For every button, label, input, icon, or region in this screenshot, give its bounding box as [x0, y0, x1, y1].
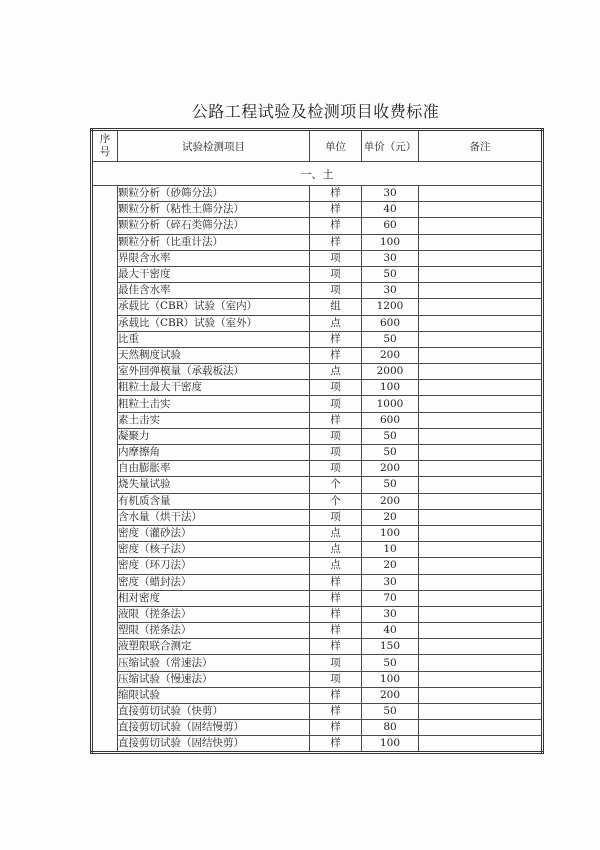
item-cell: 密度（环刀法）	[118, 558, 310, 574]
table-row	[92, 347, 543, 363]
note-cell	[419, 639, 543, 655]
table-row	[92, 315, 543, 331]
table-row	[92, 266, 543, 282]
price-cell: 600	[362, 412, 419, 428]
note-cell	[419, 347, 543, 363]
table-row	[92, 704, 543, 720]
table-row	[92, 493, 543, 509]
price-cell: 10	[362, 542, 419, 558]
table-row	[92, 234, 543, 250]
price-cell: 100	[362, 234, 419, 250]
header-index	[92, 130, 118, 162]
table-row	[92, 525, 543, 541]
price-cell: 2000	[362, 364, 419, 380]
price-cell: 30	[362, 606, 419, 622]
item-cell: 液塑限联合测定	[118, 639, 310, 655]
price-cell: 80	[362, 720, 419, 736]
unit-cell: 项	[310, 509, 362, 525]
unit-cell: 项	[310, 380, 362, 396]
note-cell	[419, 671, 543, 687]
item-cell: 烧失量试验	[118, 477, 310, 493]
unit-cell: 样	[310, 639, 362, 655]
unit-cell: 样	[310, 704, 362, 720]
table-row	[92, 542, 543, 558]
price-cell: 200	[362, 687, 419, 703]
note-cell	[419, 606, 543, 622]
item-cell: 密度（核子法）	[118, 542, 310, 558]
table-row	[92, 396, 543, 412]
note-cell	[419, 315, 543, 331]
price-cell: 100	[362, 525, 419, 541]
item-cell: 最大干密度	[118, 266, 310, 282]
unit-cell: 项	[310, 396, 362, 412]
header-item: 试验检测项目	[118, 130, 310, 162]
table-row	[92, 364, 543, 380]
table-row	[92, 380, 543, 396]
note-cell	[419, 218, 543, 234]
item-cell: 颗粒分析（比重计法）	[118, 234, 310, 250]
note-cell	[419, 266, 543, 282]
table-row	[92, 687, 543, 703]
item-cell: 直接剪切试验（固结慢剪）	[118, 720, 310, 736]
item-cell: 室外回弹模量（承载板法）	[118, 364, 310, 380]
table-row	[92, 574, 543, 590]
table-row	[92, 639, 543, 655]
note-cell	[419, 396, 543, 412]
price-cell: 70	[362, 590, 419, 606]
price-cell: 50	[362, 266, 419, 282]
item-cell: 颗粒分析（砂筛分法）	[118, 186, 310, 202]
table-row	[92, 299, 543, 315]
price-cell: 200	[362, 347, 419, 363]
item-cell: 含水量（烘干法）	[118, 509, 310, 525]
header-note: 备注	[419, 130, 543, 162]
unit-cell: 点	[310, 542, 362, 558]
price-cell: 100	[362, 736, 419, 753]
table-row	[92, 461, 543, 477]
unit-cell: 项	[310, 283, 362, 299]
price-cell: 20	[362, 558, 419, 574]
item-cell: 缩限试验	[118, 687, 310, 703]
header-price: 单价（元）	[362, 130, 419, 162]
unit-cell: 样	[310, 186, 362, 202]
price-cell: 50	[362, 428, 419, 444]
unit-cell: 点	[310, 364, 362, 380]
price-cell: 50	[362, 477, 419, 493]
item-cell: 直接剪切试验（固结快剪）	[118, 736, 310, 753]
price-cell: 1200	[362, 299, 419, 315]
price-cell: 20	[362, 509, 419, 525]
unit-cell: 项	[310, 445, 362, 461]
header-unit: 单位	[310, 130, 362, 162]
unit-cell: 项	[310, 266, 362, 282]
item-cell: 内摩擦角	[118, 445, 310, 461]
unit-cell: 个	[310, 493, 362, 509]
item-cell: 压缩试验（慢速法）	[118, 671, 310, 687]
note-cell	[419, 202, 543, 218]
table-row	[92, 655, 543, 671]
price-cell: 600	[362, 315, 419, 331]
item-cell: 自由膨胀率	[118, 461, 310, 477]
table-row	[92, 606, 543, 622]
price-cell: 40	[362, 202, 419, 218]
section-row	[92, 162, 543, 186]
unit-cell: 项	[310, 461, 362, 477]
table-row	[92, 671, 543, 687]
unit-cell: 样	[310, 202, 362, 218]
note-cell	[419, 687, 543, 703]
unit-cell: 点	[310, 525, 362, 541]
unit-cell: 个	[310, 477, 362, 493]
item-cell: 塑限（搓条法）	[118, 623, 310, 639]
price-cell: 200	[362, 493, 419, 509]
unit-cell: 组	[310, 299, 362, 315]
item-cell: 承载比（CBR）试验（室内）	[118, 299, 310, 315]
price-cell: 40	[362, 623, 419, 639]
note-cell	[419, 590, 543, 606]
note-cell	[419, 720, 543, 736]
note-cell	[419, 380, 543, 396]
table-row	[92, 558, 543, 574]
table-row	[92, 202, 543, 218]
unit-cell: 样	[310, 606, 362, 622]
price-cell: 100	[362, 671, 419, 687]
table-row	[92, 428, 543, 444]
note-cell	[419, 412, 543, 428]
item-cell: 粗粒土最大干密度	[118, 380, 310, 396]
table-body	[92, 162, 543, 753]
item-cell: 最佳含水率	[118, 283, 310, 299]
item-cell: 界限含水率	[118, 250, 310, 266]
note-cell	[419, 704, 543, 720]
unit-cell: 样	[310, 720, 362, 736]
unit-cell: 点	[310, 315, 362, 331]
fee-schedule-table	[90, 128, 544, 754]
table-row	[92, 736, 543, 753]
note-cell	[419, 736, 543, 753]
note-cell	[419, 283, 543, 299]
unit-cell: 项	[310, 250, 362, 266]
unit-cell: 样	[310, 347, 362, 363]
unit-cell: 样	[310, 412, 362, 428]
note-cell	[419, 623, 543, 639]
table-row	[92, 477, 543, 493]
item-cell: 压缩试验（常速法）	[118, 655, 310, 671]
note-cell	[419, 509, 543, 525]
note-cell	[419, 445, 543, 461]
price-cell: 30	[362, 283, 419, 299]
table-row	[92, 623, 543, 639]
item-cell: 密度（蜡封法）	[118, 574, 310, 590]
note-cell	[419, 558, 543, 574]
price-cell: 50	[362, 445, 419, 461]
table-row	[92, 250, 543, 266]
unit-cell: 项	[310, 428, 362, 444]
item-cell: 承载比（CBR）试验（室外）	[118, 315, 310, 331]
note-cell	[419, 299, 543, 315]
note-cell	[419, 186, 543, 202]
unit-cell: 样	[310, 234, 362, 250]
note-cell	[419, 477, 543, 493]
note-cell	[419, 655, 543, 671]
unit-cell: 样	[310, 590, 362, 606]
note-cell	[419, 331, 543, 347]
note-cell	[419, 493, 543, 509]
item-cell: 凝聚力	[118, 428, 310, 444]
table-row	[92, 509, 543, 525]
unit-cell: 点	[310, 558, 362, 574]
unit-cell: 样	[310, 623, 362, 639]
unit-cell: 样	[310, 574, 362, 590]
item-cell: 液限（搓条法）	[118, 606, 310, 622]
table-row	[92, 445, 543, 461]
price-cell: 200	[362, 461, 419, 477]
note-cell	[419, 542, 543, 558]
note-cell	[419, 428, 543, 444]
table-row	[92, 283, 543, 299]
table-row	[92, 186, 543, 202]
price-cell: 100	[362, 380, 419, 396]
item-cell: 相对密度	[118, 590, 310, 606]
table-row	[92, 720, 543, 736]
note-cell	[419, 461, 543, 477]
section-label: 一、土	[92, 162, 543, 186]
price-cell: 150	[362, 639, 419, 655]
table-row	[92, 412, 543, 428]
price-cell: 50	[362, 655, 419, 671]
item-cell: 颗粒分析（碎石类筛分法）	[118, 218, 310, 234]
table-header-row	[92, 130, 543, 162]
table-row	[92, 218, 543, 234]
note-cell	[419, 525, 543, 541]
item-cell: 天然稠度试验	[118, 347, 310, 363]
header-index-bottom: 号	[99, 146, 111, 158]
price-cell: 30	[362, 574, 419, 590]
price-cell: 30	[362, 250, 419, 266]
price-cell: 60	[362, 218, 419, 234]
table-row	[92, 331, 543, 347]
item-cell: 有机质含量	[118, 493, 310, 509]
price-cell: 1000	[362, 396, 419, 412]
note-cell	[419, 574, 543, 590]
note-cell	[419, 250, 543, 266]
price-cell: 50	[362, 331, 419, 347]
row-index-cell	[92, 186, 118, 753]
document-title: 公路工程试验及检测项目收费标准	[191, 102, 440, 121]
item-cell: 颗粒分析（粘性土筛分法）	[118, 202, 310, 218]
item-cell: 直接剪切试验（快剪）	[118, 704, 310, 720]
unit-cell: 样	[310, 331, 362, 347]
price-cell: 50	[362, 704, 419, 720]
note-cell	[419, 234, 543, 250]
note-cell	[419, 364, 543, 380]
unit-cell: 项	[310, 655, 362, 671]
unit-cell: 样	[310, 218, 362, 234]
unit-cell: 样	[310, 736, 362, 753]
item-cell: 粗粒土击实	[118, 396, 310, 412]
header-index-top: 序	[99, 133, 111, 145]
unit-cell: 项	[310, 671, 362, 687]
table-row	[92, 590, 543, 606]
item-cell: 比重	[118, 331, 310, 347]
item-cell: 密度（灌砂法）	[118, 525, 310, 541]
item-cell: 素土击实	[118, 412, 310, 428]
unit-cell: 样	[310, 687, 362, 703]
price-cell: 30	[362, 186, 419, 202]
